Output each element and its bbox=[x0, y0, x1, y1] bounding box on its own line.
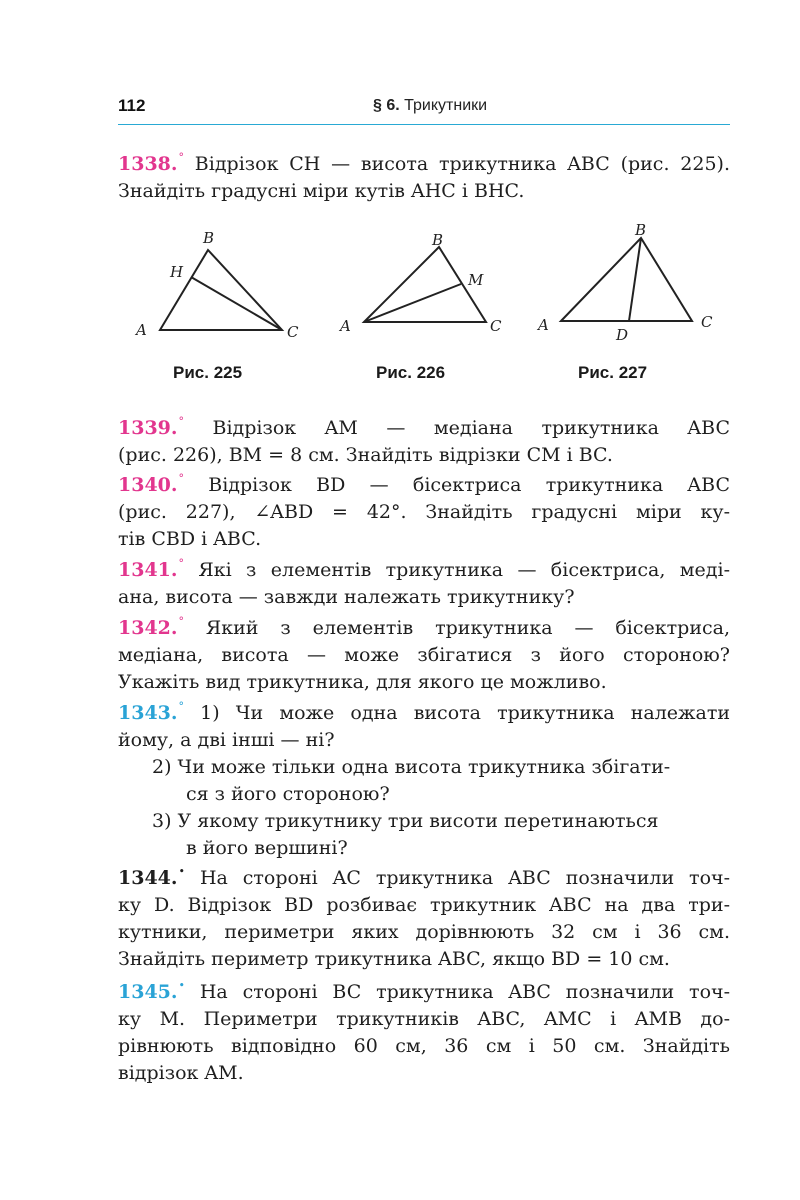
label-b: B bbox=[203, 229, 215, 247]
triangle-abc bbox=[561, 238, 692, 321]
problem-text: Відрізок CH — висота трикутника ABC (рис. 225). bbox=[194, 153, 730, 175]
problem-text: йому, а дві інші — ні? bbox=[118, 729, 335, 751]
label-a: A bbox=[340, 317, 351, 335]
caption-fig-227: Рис. 227 bbox=[578, 363, 648, 382]
problem-text: Знайдіть периметр трикутника ABC, якщо BD = 10 см. bbox=[118, 948, 670, 970]
section-name: Трикутники bbox=[404, 97, 488, 114]
figures-row bbox=[118, 215, 730, 395]
sub-question: 3) У якому трикутнику три висоти перетинаються bbox=[152, 810, 659, 832]
label-c: C bbox=[490, 317, 502, 335]
page-header bbox=[118, 94, 730, 125]
label-h: H bbox=[170, 263, 184, 281]
problem-text: тів CBD і ABC. bbox=[118, 528, 262, 550]
problem-text: Відрізок AM — медіана трикутника ABC bbox=[212, 417, 730, 439]
problem-1343: 1343.° 1) Чи може одна висота трикутника належати йому, а дві інші — ні? 2) Чи може тільки одна висота трикутника збігати- ся з його стороною? 3) У якому трикутнику три висоти перетинаються в його вершині? bbox=[118, 700, 730, 859]
problem-text: Знайдіть градусні міри кутів AHC і BHC. bbox=[118, 180, 525, 202]
problem-1344: 1344.• На стороні AC трикутника ABC позначили точ- ку D. Відрізок BD розбиває трикутник ABC на два три- кутники, периметри яких дорівнюють 32 см і 36 см. Знайдіть периметр трикутника ABC, якщо BD = 10 см. bbox=[118, 865, 730, 970]
problem-number: 1339. bbox=[118, 417, 178, 439]
figure-227 bbox=[561, 238, 692, 321]
label-b: B bbox=[432, 231, 444, 249]
label-c: C bbox=[287, 323, 299, 341]
problem-number: 1343. bbox=[118, 702, 178, 724]
label-a: A bbox=[136, 321, 147, 339]
problem-number: 1342. bbox=[118, 617, 178, 639]
problem-number: 1340. bbox=[118, 474, 178, 496]
sub-question: в його вершині? bbox=[186, 837, 348, 859]
triangle-abc bbox=[160, 250, 282, 330]
altitude-ch bbox=[191, 277, 282, 330]
section-title bbox=[373, 97, 487, 115]
label-c: C bbox=[701, 313, 713, 331]
problem-text: відрізок AM. bbox=[118, 1062, 244, 1084]
problem-1339: 1339.° Відрізок AM — медіана трикутника ABC (рис. 226), BM = 8 см. Знайдіть відрізки CM і BC. bbox=[118, 415, 730, 466]
problem-number: 1338. bbox=[118, 153, 178, 175]
problem-text: На стороні BC трикутника ABC позначили точ- bbox=[199, 981, 730, 1003]
problem-text: Які з елементів трикутника — бісектриса, меді- bbox=[198, 559, 731, 581]
problem-number: 1341. bbox=[118, 559, 178, 581]
problem-1342: 1342.° Який з елементів трикутника — бісектриса, медіана, висота — може збігатися з його стороною? Укажіть вид трикутника, для якого це можливо. bbox=[118, 615, 730, 693]
problem-text: На стороні AC трикутника ABC позначили точ- bbox=[199, 867, 730, 889]
problem-text: Укажіть вид трикутника, для якого це можливо. bbox=[118, 671, 607, 693]
problem-number: 1344. bbox=[118, 867, 178, 889]
label-a: A bbox=[538, 316, 549, 334]
median-am bbox=[364, 284, 461, 322]
problem-text: Відрізок BD — бісектриса трикутника ABC bbox=[208, 474, 730, 496]
problem-text: Який з елементів трикутника — бісектриса, bbox=[205, 617, 730, 639]
section-mark: § 6. bbox=[373, 97, 400, 114]
bisector-bd bbox=[629, 238, 641, 321]
problem-text: медіана, висота — може збігатися з його стороною? bbox=[118, 644, 730, 666]
problem-text: рівнюють відповідно 60 см, 36 см і 50 см. Знайдіть bbox=[118, 1035, 730, 1057]
problem-text: (рис. 227), ∠ABD = 42°. Знайдіть градусні міри ку- bbox=[118, 501, 730, 523]
label-b: B bbox=[635, 221, 647, 239]
label-d: D bbox=[616, 326, 629, 344]
label-m: M bbox=[468, 271, 484, 289]
problem-1345: 1345.• На стороні BC трикутника ABC позначили точ- ку M. Периметри трикутників ABC, AMC і AMB до- рівнюють відповідно 60 см, 36 см і 50 см. Знайдіть відрізок AM. bbox=[118, 979, 730, 1084]
problem-number: 1345. bbox=[118, 981, 178, 1003]
problem-1341: 1341.° Які з елементів трикутника — бісектриса, меді- ана, висота — завжди належать трикутнику? bbox=[118, 557, 731, 608]
problem-1340: 1340.° Відрізок BD — бісектриса трикутника ABC (рис. 227), ∠ABD = 42°. Знайдіть градусні міри ку- тів CBD і ABC. bbox=[118, 472, 730, 550]
problem-text: ку D. Відрізок BD розбиває трикутник ABC на два три- bbox=[118, 894, 730, 916]
problem-text: ку M. Периметри трикутників ABC, AMC і AMB до- bbox=[118, 1008, 730, 1030]
figure-225 bbox=[160, 250, 282, 330]
problem-text: ана, висота — завжди належать трикутнику? bbox=[118, 586, 575, 608]
sub-question: 2) Чи може тільки одна висота трикутника збігати- bbox=[152, 756, 671, 778]
sub-question: ся з його стороною? bbox=[186, 783, 390, 805]
problem-text: кутники, периметри яких дорівнюють 32 см і 36 см. bbox=[118, 921, 730, 943]
problem-text: (рис. 226), BM = 8 см. Знайдіть відрізки CM і BC. bbox=[118, 444, 613, 466]
caption-fig-226: Рис. 226 bbox=[376, 363, 446, 382]
problem-text: 1) Чи може одна висота трикутника належати bbox=[200, 702, 730, 724]
caption-fig-225: Рис. 225 bbox=[173, 363, 243, 382]
problem-1338: 1338.° Відрізок CH — висота трикутника ABC (рис. 225). Знайдіть градусні міри кутів AHC і BHC. bbox=[118, 151, 730, 202]
page-number: 112 bbox=[118, 96, 146, 115]
